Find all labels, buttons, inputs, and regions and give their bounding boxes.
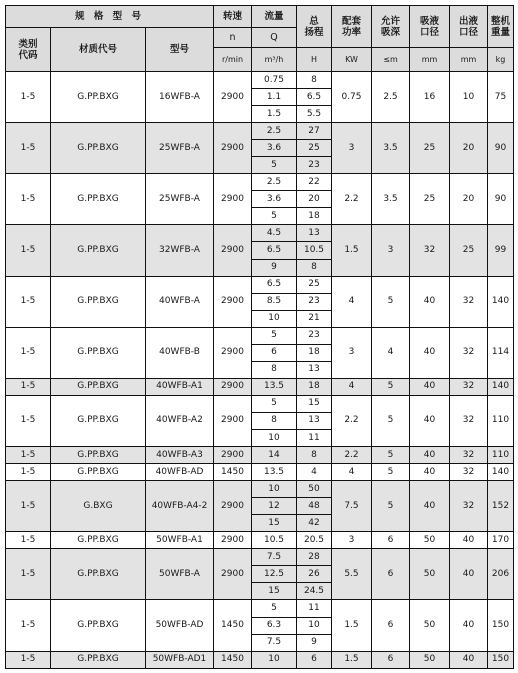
table-row: [6, 327, 514, 344]
model-cell: 40WFB-B: [146, 327, 214, 378]
weight-cell: 150: [488, 651, 514, 668]
speed-header: 转速: [214, 6, 252, 28]
weight-cell: 110: [488, 447, 514, 464]
head-cell: 23: [297, 327, 332, 344]
flow-cell: 13.5: [252, 464, 297, 481]
model-cell: 32WFB-A: [146, 225, 214, 276]
flow-symbol: Q: [252, 28, 297, 48]
model-cell: 40WFB-A1: [146, 378, 214, 395]
category-cell: 1-5: [6, 600, 51, 651]
outlet-unit: mm: [450, 48, 488, 72]
outlet-diameter-cell: 32: [450, 378, 488, 395]
suction-depth-cell: 3: [372, 225, 410, 276]
speed-cell: 2900: [214, 481, 252, 532]
model-cell: 40WFB-A3: [146, 447, 214, 464]
head-cell: 6: [297, 651, 332, 668]
weight-cell: 75: [488, 72, 514, 123]
model-header: 型号: [146, 28, 214, 72]
head-cell: 6.5: [297, 89, 332, 106]
head-cell: 24.5: [297, 583, 332, 600]
power-cell: 5.5: [332, 549, 372, 600]
head-cell: 25: [297, 140, 332, 157]
weight-unit: kg: [488, 48, 514, 72]
table-row: [6, 481, 514, 498]
outlet-diameter-cell: 40: [450, 549, 488, 600]
category-cell: 1-5: [6, 72, 51, 123]
category-cell: 1-5: [6, 225, 51, 276]
flow-cell: 5: [252, 208, 297, 225]
head-cell: 28: [297, 549, 332, 566]
speed-symbol: n: [214, 28, 252, 48]
flow-cell: 1.5: [252, 106, 297, 123]
power-cell: 2.2: [332, 447, 372, 464]
flow-header: 流量: [252, 6, 297, 28]
power-cell: 1.5: [332, 600, 372, 651]
outlet-diameter-cell: 40: [450, 532, 488, 549]
power-cell: 7.5: [332, 481, 372, 532]
flow-cell: 13.5: [252, 378, 297, 395]
speed-cell: 1450: [214, 651, 252, 668]
model-cell: 25WFB-A: [146, 123, 214, 174]
category-cell: 1-5: [6, 123, 51, 174]
table-row: [6, 174, 514, 191]
flow-cell: 7.5: [252, 549, 297, 566]
material-header: 材质代号: [51, 28, 146, 72]
head-cell: 5.5: [297, 106, 332, 123]
power-cell: 0.75: [332, 72, 372, 123]
weight-cell: 140: [488, 464, 514, 481]
outlet-header: 出液 口径: [450, 6, 488, 48]
suction-depth-cell: 6: [372, 600, 410, 651]
head-cell: 10.5: [297, 242, 332, 259]
head-cell: 23: [297, 157, 332, 174]
material-cell: G.PP.BXG: [51, 276, 146, 327]
material-cell: G.PP.BXG: [51, 447, 146, 464]
inlet-diameter-cell: 50: [410, 651, 450, 668]
power-cell: 2.2: [332, 395, 372, 446]
flow-cell: 10: [252, 310, 297, 327]
category-cell: 1-5: [6, 464, 51, 481]
category-cell: 1-5: [6, 327, 51, 378]
inlet-header: 吸液 口径: [410, 6, 450, 48]
flow-cell: 12: [252, 498, 297, 515]
power-cell: 3: [332, 327, 372, 378]
head-cell: 13: [297, 361, 332, 378]
inlet-diameter-cell: 40: [410, 464, 450, 481]
suction-depth-cell: 5: [372, 464, 410, 481]
material-cell: G.PP.BXG: [51, 123, 146, 174]
table-row: [6, 123, 514, 140]
material-cell: G.PP.BXG: [51, 395, 146, 446]
material-cell: G.PP.BXG: [51, 651, 146, 668]
table-row: [6, 276, 514, 293]
head-symbol: H: [297, 48, 332, 72]
weight-cell: 170: [488, 532, 514, 549]
spec-table-body: [6, 72, 514, 669]
weight-cell: 110: [488, 395, 514, 446]
suction-depth-cell: 3.5: [372, 174, 410, 225]
head-cell: 42: [297, 515, 332, 532]
pump-spec-table: [5, 5, 514, 669]
head-cell: 18: [297, 208, 332, 225]
suction-depth-cell: 5: [372, 276, 410, 327]
category-cell: 1-5: [6, 447, 51, 464]
weight-cell: 114: [488, 327, 514, 378]
model-cell: 25WFB-A: [146, 174, 214, 225]
flow-cell: 10: [252, 429, 297, 446]
table-row: [6, 72, 514, 89]
table-row: [6, 395, 514, 412]
head-cell: 25: [297, 276, 332, 293]
flow-cell: 10: [252, 651, 297, 668]
suction-depth-cell: 4: [372, 327, 410, 378]
speed-unit: r/min: [214, 48, 252, 72]
head-cell: 11: [297, 600, 332, 617]
head-cell: 8: [297, 447, 332, 464]
inlet-diameter-cell: 40: [410, 327, 450, 378]
flow-cell: 15: [252, 583, 297, 600]
head-cell: 18: [297, 378, 332, 395]
speed-cell: 2900: [214, 123, 252, 174]
outlet-diameter-cell: 32: [450, 481, 488, 532]
head-cell: 23: [297, 293, 332, 310]
suction-depth-cell: 2.5: [372, 72, 410, 123]
outlet-diameter-cell: 32: [450, 276, 488, 327]
category-cell: 1-5: [6, 532, 51, 549]
flow-cell: 5: [252, 395, 297, 412]
inlet-diameter-cell: 40: [410, 378, 450, 395]
inlet-diameter-cell: 50: [410, 532, 450, 549]
inlet-diameter-cell: 50: [410, 600, 450, 651]
power-cell: 4: [332, 276, 372, 327]
table-row: [6, 378, 514, 395]
flow-cell: 2.5: [252, 174, 297, 191]
speed-cell: 2900: [214, 447, 252, 464]
flow-cell: 10: [252, 481, 297, 498]
inlet-diameter-cell: 25: [410, 123, 450, 174]
flow-cell: 8.5: [252, 293, 297, 310]
flow-cell: 8: [252, 412, 297, 429]
head-cell: 9: [297, 634, 332, 651]
head-cell: 20: [297, 191, 332, 208]
head-cell: 8: [297, 72, 332, 89]
head-cell: 18: [297, 344, 332, 361]
suction-depth-cell: 5: [372, 447, 410, 464]
material-cell: G.PP.BXG: [51, 174, 146, 225]
weight-cell: 99: [488, 225, 514, 276]
head-cell: 8: [297, 259, 332, 276]
category-cell: 1-5: [6, 395, 51, 446]
flow-cell: 6.5: [252, 276, 297, 293]
power-cell: 1.5: [332, 225, 372, 276]
inlet-diameter-cell: 32: [410, 225, 450, 276]
flow-cell: 0.75: [252, 72, 297, 89]
head-cell: 10: [297, 617, 332, 634]
head-cell: 13: [297, 225, 332, 242]
power-cell: 4: [332, 378, 372, 395]
inlet-diameter-cell: 40: [410, 276, 450, 327]
category-cell: 1-5: [6, 651, 51, 668]
weight-cell: 150: [488, 600, 514, 651]
outlet-diameter-cell: 40: [450, 651, 488, 668]
flow-cell: 14: [252, 447, 297, 464]
suction-depth-cell: 5: [372, 481, 410, 532]
material-cell: G.BXG: [51, 481, 146, 532]
speed-cell: 2900: [214, 549, 252, 600]
table-row: [6, 600, 514, 617]
head-header: 总 扬程: [297, 6, 332, 48]
flow-cell: 7.5: [252, 634, 297, 651]
inlet-diameter-cell: 40: [410, 447, 450, 464]
speed-cell: 2900: [214, 225, 252, 276]
flow-cell: 9: [252, 259, 297, 276]
spec-header: 规 格 型 号: [6, 6, 214, 28]
flow-cell: 3.6: [252, 140, 297, 157]
suction-depth-cell: 6: [372, 549, 410, 600]
outlet-diameter-cell: 20: [450, 123, 488, 174]
speed-cell: 2900: [214, 72, 252, 123]
category-cell: 1-5: [6, 378, 51, 395]
suction-depth-cell: 3.5: [372, 123, 410, 174]
flow-cell: 5: [252, 327, 297, 344]
table-row: [6, 651, 514, 668]
model-cell: 50WFB-A: [146, 549, 214, 600]
spec-table-container: [5, 5, 513, 668]
outlet-diameter-cell: 32: [450, 447, 488, 464]
model-cell: 50WFB-AD1: [146, 651, 214, 668]
material-cell: G.PP.BXG: [51, 378, 146, 395]
flow-cell: 12.5: [252, 566, 297, 583]
speed-cell: 2900: [214, 327, 252, 378]
power-cell: 1.5: [332, 651, 372, 668]
material-cell: G.PP.BXG: [51, 327, 146, 378]
suction-allow-header: 允许 吸深: [372, 6, 410, 48]
head-cell: 4: [297, 464, 332, 481]
category-cell: 1-5: [6, 549, 51, 600]
suction-depth-cell: 6: [372, 651, 410, 668]
outlet-diameter-cell: 32: [450, 395, 488, 446]
category-cell: 1-5: [6, 481, 51, 532]
flow-cell: 8: [252, 361, 297, 378]
weight-header: 整机 重量: [488, 6, 514, 48]
material-cell: G.PP.BXG: [51, 600, 146, 651]
weight-cell: 90: [488, 174, 514, 225]
weight-cell: 152: [488, 481, 514, 532]
model-cell: 40WFB-AD: [146, 464, 214, 481]
inlet-diameter-cell: 16: [410, 72, 450, 123]
head-cell: 15: [297, 395, 332, 412]
flow-cell: 2.5: [252, 123, 297, 140]
head-cell: 26: [297, 566, 332, 583]
power-cell: 4: [332, 464, 372, 481]
head-cell: 20.5: [297, 532, 332, 549]
flow-cell: 1.1: [252, 89, 297, 106]
table-row: [6, 447, 514, 464]
model-cell: 40WFB-A2: [146, 395, 214, 446]
inlet-diameter-cell: 40: [410, 481, 450, 532]
suction-depth-cell: 5: [372, 395, 410, 446]
flow-cell: 6: [252, 344, 297, 361]
suction-depth-cell: 6: [372, 532, 410, 549]
power-cell: 3: [332, 532, 372, 549]
material-cell: G.PP.BXG: [51, 532, 146, 549]
model-cell: 50WFB-AD: [146, 600, 214, 651]
weight-cell: 140: [488, 276, 514, 327]
power-unit: KW: [332, 48, 372, 72]
weight-cell: 206: [488, 549, 514, 600]
material-cell: G.PP.BXG: [51, 464, 146, 481]
flow-cell: 4.5: [252, 225, 297, 242]
flow-cell: 6.5: [252, 242, 297, 259]
inlet-diameter-cell: 25: [410, 174, 450, 225]
head-cell: 13: [297, 412, 332, 429]
power-header: 配套 功率: [332, 6, 372, 48]
material-cell: G.PP.BXG: [51, 549, 146, 600]
outlet-diameter-cell: 32: [450, 464, 488, 481]
table-row: [6, 549, 514, 566]
flow-cell: 10.5: [252, 532, 297, 549]
head-cell: 22: [297, 174, 332, 191]
speed-cell: 2900: [214, 532, 252, 549]
flow-unit: m³/h: [252, 48, 297, 72]
table-row: [6, 225, 514, 242]
inlet-diameter-cell: 40: [410, 395, 450, 446]
model-cell: 40WFB-A4-2: [146, 481, 214, 532]
material-cell: G.PP.BXG: [51, 225, 146, 276]
flow-cell: 5: [252, 157, 297, 174]
outlet-diameter-cell: 20: [450, 174, 488, 225]
speed-cell: 1450: [214, 464, 252, 481]
head-cell: 11: [297, 429, 332, 446]
head-cell: 21: [297, 310, 332, 327]
outlet-diameter-cell: 40: [450, 600, 488, 651]
speed-cell: 2900: [214, 174, 252, 225]
category-header: 类别 代码: [6, 28, 51, 72]
weight-cell: 140: [488, 378, 514, 395]
outlet-diameter-cell: 32: [450, 327, 488, 378]
model-cell: 50WFB-A1: [146, 532, 214, 549]
power-cell: 3: [332, 123, 372, 174]
power-cell: 2.2: [332, 174, 372, 225]
flow-cell: 15: [252, 515, 297, 532]
suction-allow-unit: ≤m: [372, 48, 410, 72]
inlet-unit: mm: [410, 48, 450, 72]
flow-cell: 3.6: [252, 191, 297, 208]
table-row: [6, 532, 514, 549]
speed-cell: 2900: [214, 395, 252, 446]
suction-depth-cell: 5: [372, 378, 410, 395]
material-cell: G.PP.BXG: [51, 72, 146, 123]
head-cell: 50: [297, 481, 332, 498]
speed-cell: 2900: [214, 276, 252, 327]
flow-cell: 6.3: [252, 617, 297, 634]
category-cell: 1-5: [6, 276, 51, 327]
model-cell: 16WFB-A: [146, 72, 214, 123]
flow-cell: 5: [252, 600, 297, 617]
category-cell: 1-5: [6, 174, 51, 225]
outlet-diameter-cell: 10: [450, 72, 488, 123]
head-cell: 48: [297, 498, 332, 515]
speed-cell: 2900: [214, 378, 252, 395]
inlet-diameter-cell: 50: [410, 549, 450, 600]
speed-cell: 1450: [214, 600, 252, 651]
head-cell: 27: [297, 123, 332, 140]
table-row: [6, 464, 514, 481]
outlet-diameter-cell: 25: [450, 225, 488, 276]
model-cell: 40WFB-A: [146, 276, 214, 327]
weight-cell: 90: [488, 123, 514, 174]
